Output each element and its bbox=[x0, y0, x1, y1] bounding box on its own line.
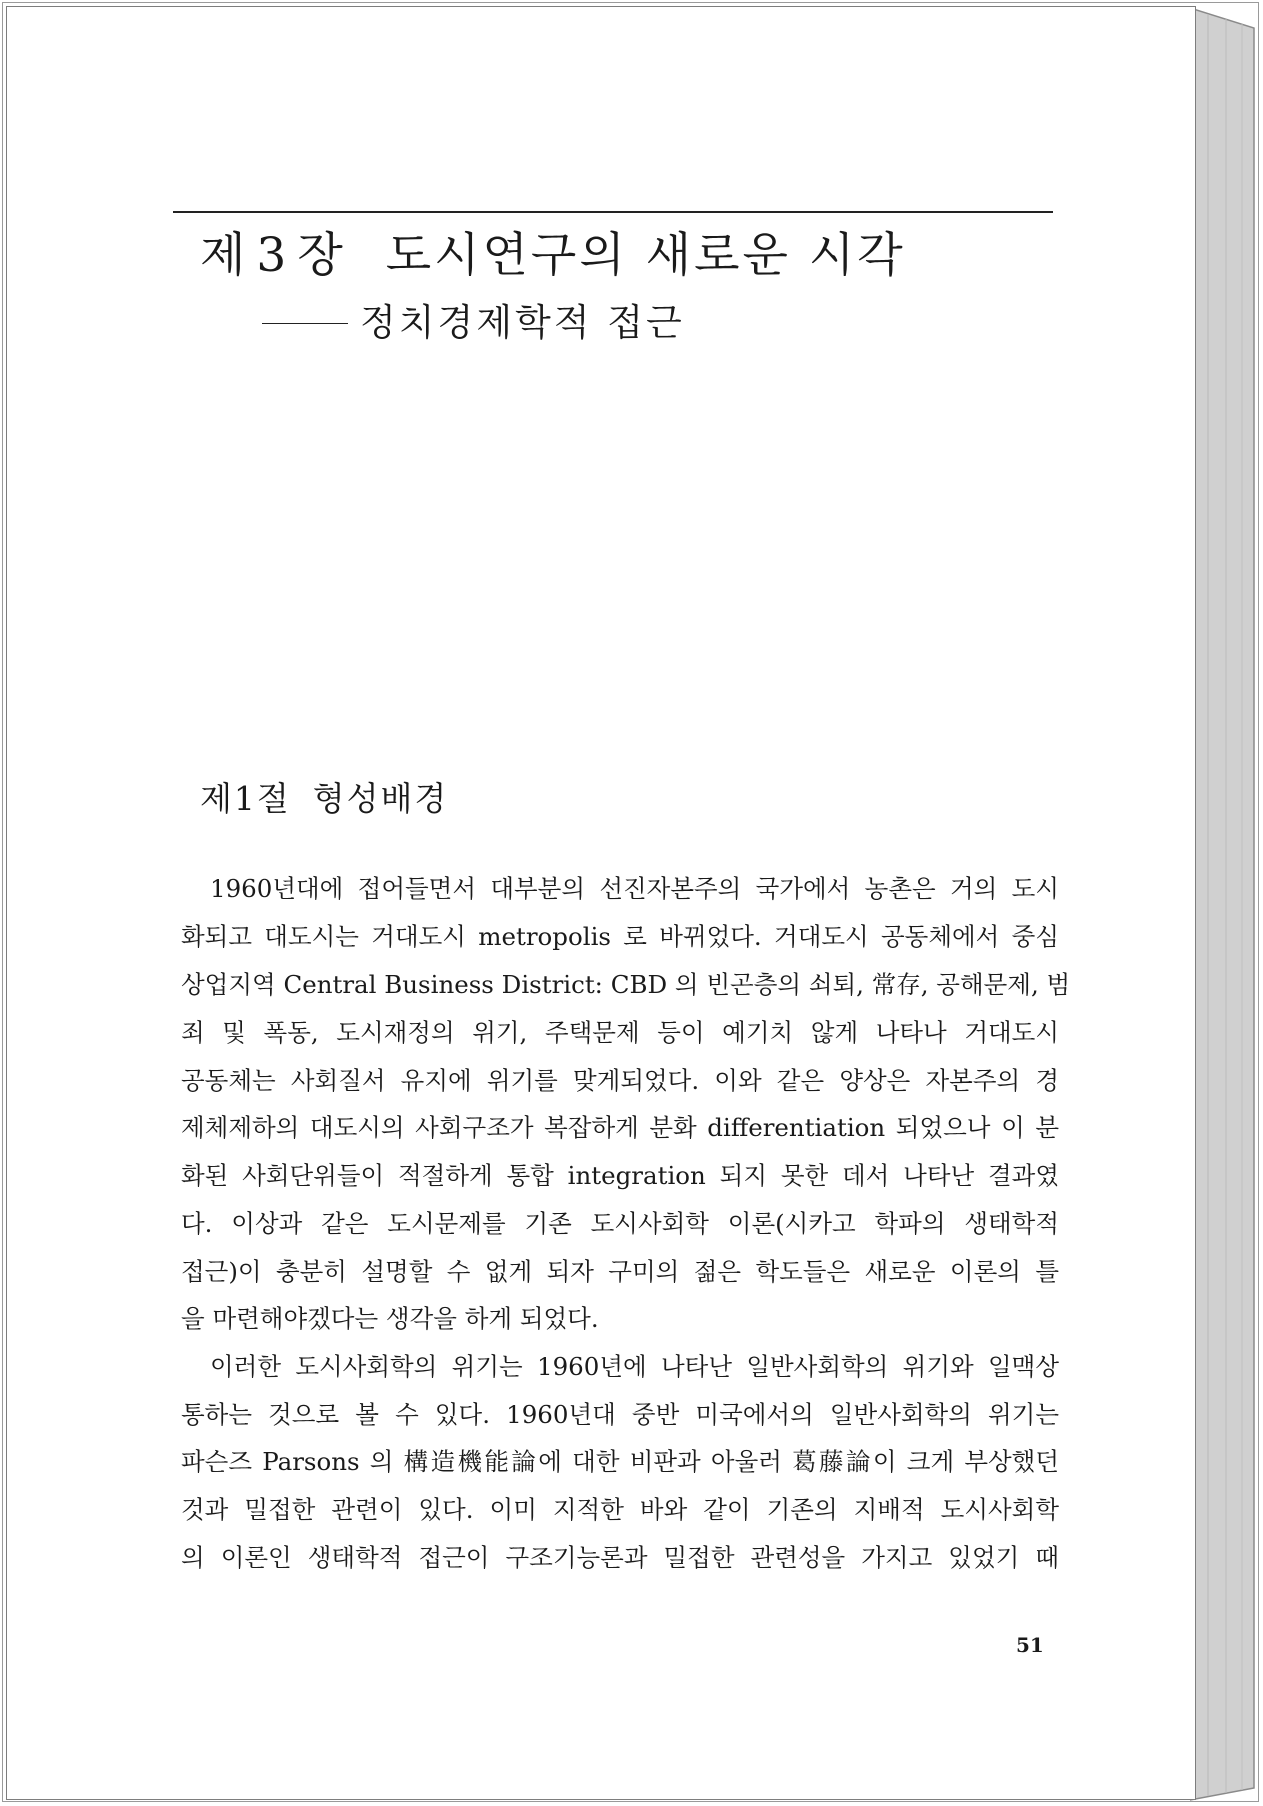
chapter-title bbox=[200, 218, 906, 285]
body-line: 상업지역 Central Business District: CBD 의 빈곤층의 쇠퇴, 常存, 공해문제, 범 bbox=[181, 970, 1071, 999]
body-line: 제체제하의 대도시의 사회구조가 복잡하게 분화 differentiation 되었으나 이 분 bbox=[181, 1113, 1059, 1142]
body-line: 1960년대에 접어들면서 대부분의 선진자본주의 국가에서 농촌은 거의 도시 bbox=[210, 874, 1059, 903]
chapter-suffix: 장 bbox=[297, 228, 346, 283]
body-line: 의 이론인 생태학적 접근이 구조기능론과 밀접한 관련성을 가지고 있었기 때 bbox=[181, 1543, 1059, 1572]
body-line: 접근)이 충분히 설명할 수 없게 되자 구미의 젊은 학도들은 새로운 이론의 틀 bbox=[181, 1257, 1059, 1286]
body-line: 을 마련해야겠다는 생각을 하게 되었다. bbox=[181, 1304, 599, 1333]
subtitle-dash bbox=[262, 323, 348, 324]
chapter-subtitle bbox=[262, 292, 685, 346]
page-number: 51 bbox=[1016, 1633, 1044, 1657]
body-line: 공동체는 사회질서 유지에 위기를 맞게되었다. 이와 같은 양상은 자본주의 경 bbox=[181, 1066, 1059, 1095]
body-line: 통하는 것으로 볼 수 있다. 1960년대 중반 미국에서의 일반사회학의 위기는 bbox=[181, 1400, 1059, 1429]
chapter-rule bbox=[173, 211, 1053, 213]
book-page-edge bbox=[1190, 0, 1263, 1806]
body-line: 죄 및 폭동, 도시재정의 위기, 주택문제 등이 예기치 않게 나타나 거대도시 bbox=[181, 1018, 1059, 1047]
body-line: 이러한 도시사회학의 위기는 1960년에 나타난 일반사회학의 위기와 일맥상 bbox=[210, 1352, 1059, 1381]
chapter-number: 3 bbox=[256, 228, 290, 283]
body-line: 파슨즈 Parsons 의 構造機能論에 대한 비판과 아울러 葛藤論이 크게 부상했던 bbox=[181, 1447, 1059, 1476]
section-number: 제1절 bbox=[200, 779, 291, 818]
section-title: 형성배경 bbox=[312, 779, 449, 818]
chapter-label: 제 bbox=[200, 228, 249, 283]
body-line: 다. 이상과 같은 도시문제를 기존 도시사회학 이론(시카고 학파의 생태학적 bbox=[181, 1209, 1059, 1238]
body-line: 것과 밀접한 관련이 있다. 이미 지적한 바와 같이 기존의 지배적 도시사회학 bbox=[181, 1495, 1059, 1524]
subtitle-text: 정치경제학적 접근 bbox=[360, 301, 685, 344]
chapter-title-text: 도시연구의 새로운 시각 bbox=[385, 228, 906, 283]
section-heading bbox=[200, 773, 448, 820]
body-line: 화되고 대도시는 거대도시 metropolis 로 바뀌었다. 거대도시 공동체에서 중심 bbox=[181, 922, 1059, 951]
body-line: 화된 사회단위들이 적절하게 통합 integration 되지 못한 데서 나타난 결과였 bbox=[181, 1161, 1059, 1190]
